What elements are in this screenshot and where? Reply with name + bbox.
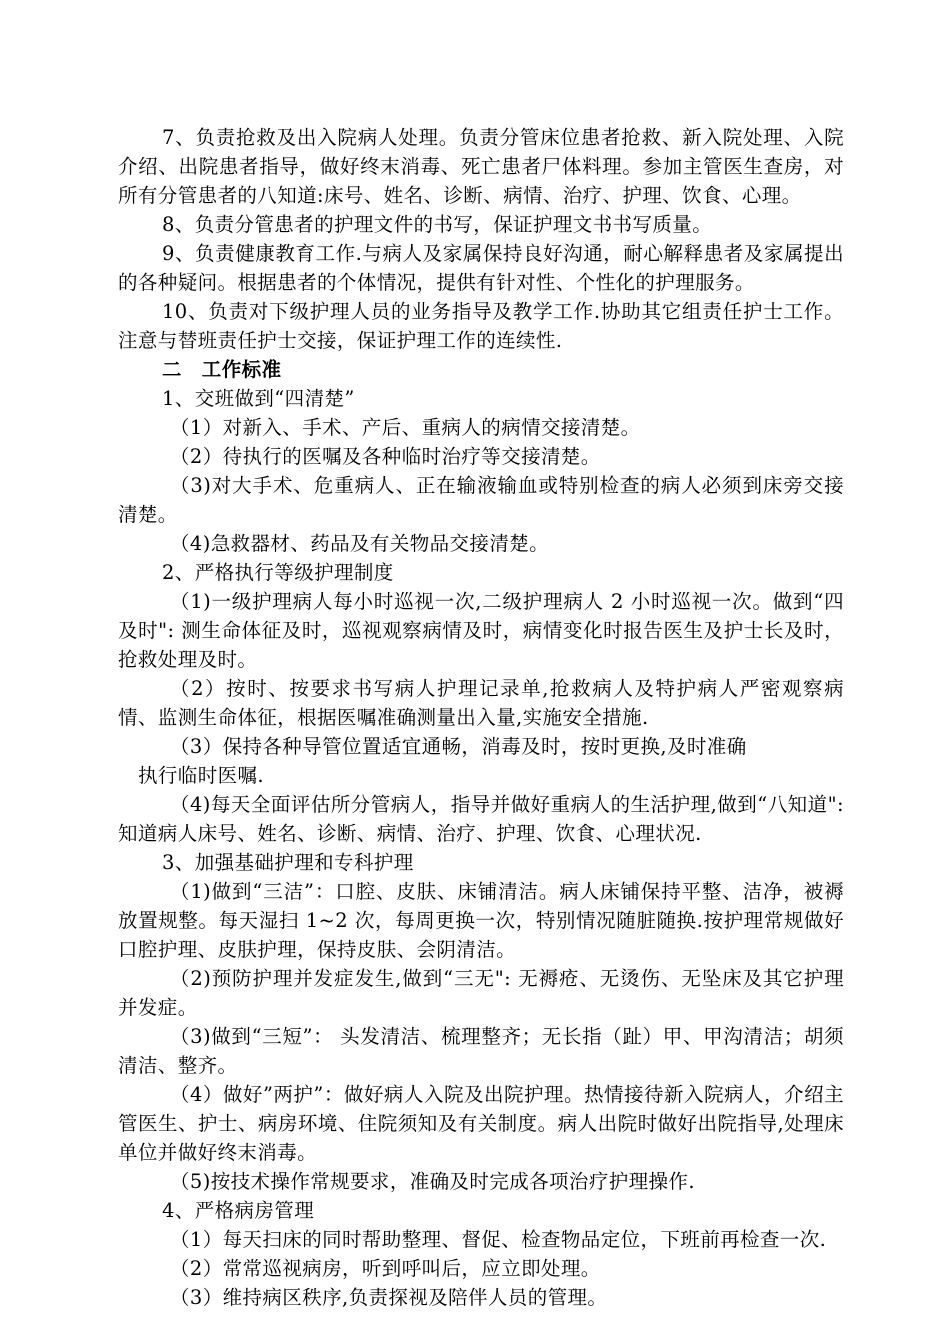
list-item-care-3: （3)做到“三短”： 头发清洁、梳理整齐；无长指（趾）甲、甲沟清洁；胡须清洁、整齐。 — [118, 1025, 844, 1077]
paragraph-duty-8: 8、负责分管患者的护理文件的书写，保证护理文书书写质量。 — [162, 213, 713, 236]
list-item-levels-3-continued: 执行临时医嘱. — [138, 764, 264, 787]
list-item-care-2: （2)预防护理并发症发生,做到“三无": 无褥疮、无烫伤、无坠床及其它护理并发症。 — [118, 967, 844, 1019]
paragraph-duty-9: 9、负责健康教育工作.与病人及家属保持良好沟通，耐心解释患者及家属提出的各种疑问。根据患者的个体情况，提供有针对性、个性化的护理服务。 — [118, 242, 844, 294]
paragraph-duty-7: 7、负责抢救及出入院病人处理。负责分管床位患者抢救、新入院处理、入院介绍、出院患者指导，做好终末消毒、死亡患者尸体料理。参加主管医生查房，对所有分管患者的八知道:床号、姓名、诊断、病情、治疗、护理、饮食、心理。 — [118, 126, 844, 207]
subheading-ward-management: 4、严格病房管理 — [162, 1199, 315, 1222]
section-heading-work-standard: 二 工作标准 — [162, 358, 282, 381]
subheading-nursing-levels: 2、严格执行等级护理制度 — [162, 561, 394, 584]
list-item-handover-3: （3)对大手术、危重病人、正在输液输血或特别检查的病人必须到床旁交接清楚。 — [118, 474, 844, 526]
list-item-care-4: （4）做好”两护”：做好病人入院及出院护理。热情接待新入院病人，介绍主管医生、护士、病房环境、住院须知及有关制度。病人出院时做好出院指导,处理床单位并做好终末消毒。 — [118, 1083, 844, 1164]
list-item-levels-3: （3）保持各种导管位置适宜通畅，消毒及时，按时更换,及时准确 — [170, 735, 747, 758]
list-item-ward-2: （2）常常巡视病房，听到呼叫后，应立即处理。 — [170, 1257, 601, 1280]
subheading-basic-care: 3、加强基础护理和专科护理 — [162, 851, 414, 874]
list-item-care-1: （1)做到“三洁”：口腔、皮肤、床铺清洁。病人床铺保持平整、洁净，被褥放置规整。每天湿扫 1~2 次，每周更换一次，特别情况随脏随换.按护理常规做好口腔护理、皮肤护理，保持皮肤、会阴清洁。 — [118, 880, 844, 961]
subheading-handover: 1、交班做到“四清楚” — [162, 387, 355, 410]
paragraph-duty-10: 10、负责对下级护理人员的业务指导及教学工作.协助其它组责任护士工作。注意与替班责任护士交接，保证护理工作的连续性. — [118, 300, 844, 352]
list-item-levels-2: （2）按时、按要求书写病人护理记录单,抢救病人及特护病人严密观察病情、监测生命体征，根据医嘱准确测量出入量,实施安全措施. — [118, 677, 844, 729]
list-item-care-5: （5)按技术操作常规要求，准确及时完成各项治疗护理操作. — [170, 1170, 695, 1193]
list-item-handover-2: （2）待执行的医嘱及各种临时治疗等交接清楚。 — [170, 445, 601, 468]
document-body — [118, 123, 844, 1312]
list-item-levels-1: （1)一级护理病人每小时巡视一次,二级护理病人 2 小时巡视一次。做到“四及时": 测生命体征及时，巡视观察病情及时，病情变化时报告医生及护士长及时，抢救处理及时。 — [118, 590, 844, 671]
list-item-handover-1: （1）对新入、手术、产后、重病人的病情交接清楚。 — [170, 416, 641, 439]
list-item-ward-3: （3）维持病区秩序,负责探视及陪伴人员的管理。 — [170, 1286, 608, 1309]
list-item-handover-4: （4)急救器材、药品及有关物品交接清楚。 — [170, 532, 550, 555]
list-item-levels-4: （4)每天全面评估所分管病人，指导并做好重病人的生活护理,做到“八知道":知道病人床号、姓名、诊断、病情、治疗、护理、饮食、心理状况. — [118, 793, 844, 845]
list-item-ward-1: （1）每天扫床的同时帮助整理、督促、检查物品定位，下班前再检查一次. — [170, 1228, 827, 1251]
